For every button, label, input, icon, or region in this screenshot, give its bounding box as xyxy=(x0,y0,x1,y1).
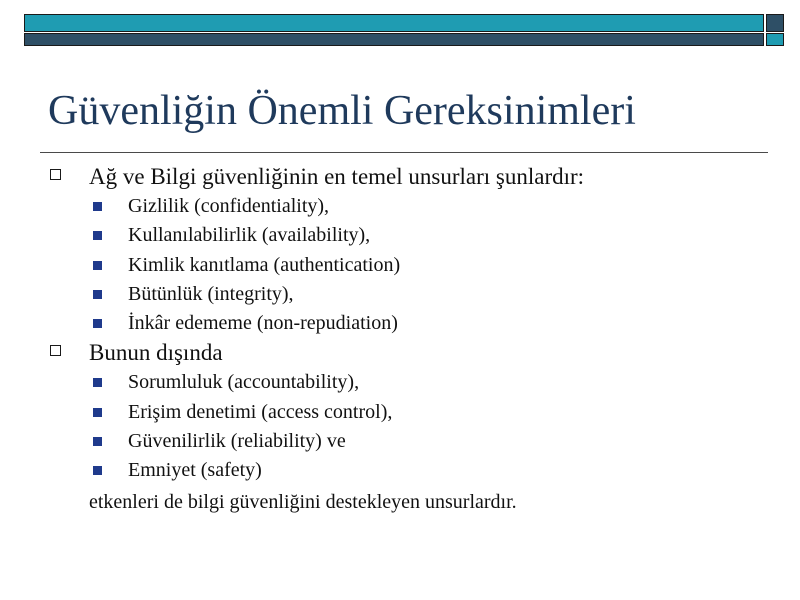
sub-bullet-item xyxy=(48,398,778,427)
sub-bullet-text: Bütünlük (integrity), xyxy=(128,282,294,305)
header-bar-bottom xyxy=(24,33,764,46)
sub-bullet-item xyxy=(48,427,778,456)
sub-bullet-text: Sorumluluk (accountability), xyxy=(128,371,360,394)
sub-bullet-text: Kimlik kanıtlama (authentication) xyxy=(128,253,401,276)
filled-square-bullet-icon xyxy=(93,437,102,446)
sub-bullet-text: İnkâr edememe (non-repudiation) xyxy=(128,312,398,335)
sub-bullet-text: Güvenilirlik (reliability) ve xyxy=(128,430,346,453)
filled-square-bullet-icon xyxy=(93,231,102,240)
filled-square-bullet-icon xyxy=(93,290,102,299)
sub-bullet-item xyxy=(48,309,778,338)
filled-square-bullet-icon xyxy=(93,319,102,328)
slide-content xyxy=(48,162,778,518)
bullet-additional-elements xyxy=(48,338,778,368)
bullet-core-elements xyxy=(48,162,778,192)
bullet-text: Ağ ve Bilgi güvenliğinin en temel unsurları şunlardır: xyxy=(89,164,585,189)
sub-bullet-text: Emniyet (safety) xyxy=(128,459,262,482)
sub-bullet-text: Erişim denetimi (access control), xyxy=(128,400,393,423)
hollow-square-bullet-icon xyxy=(50,169,61,180)
sub-bullet-item xyxy=(48,368,778,397)
filled-square-bullet-icon xyxy=(93,466,102,475)
filled-square-bullet-icon xyxy=(93,261,102,270)
sub-bullet-text: Kullanılabilirlik (availability), xyxy=(128,224,371,247)
filled-square-bullet-icon xyxy=(93,202,102,211)
hollow-square-bullet-icon xyxy=(50,345,61,356)
sub-bullet-text: Gizlilik (confidentiality), xyxy=(128,195,330,217)
header-corner-bottom xyxy=(766,33,784,46)
sub-bullet-item xyxy=(48,280,778,309)
title-divider xyxy=(40,152,768,153)
slide-title: Güvenliğin Önemli Gereksinimleri xyxy=(48,88,636,134)
bullet-text: Bunun dışında xyxy=(89,340,223,366)
filled-square-bullet-icon xyxy=(93,408,102,417)
sub-bullet-item xyxy=(48,192,778,221)
closing-text: etkenleri de bilgi güvenliğini destekleyen unsurlardır. xyxy=(89,490,517,513)
sub-bullet-item xyxy=(48,221,778,250)
filled-square-bullet-icon xyxy=(93,378,102,387)
sub-bullet-item xyxy=(48,456,778,485)
sub-bullet-item xyxy=(48,251,778,280)
header-bar-top xyxy=(24,14,764,32)
header-corner-top xyxy=(766,14,784,32)
